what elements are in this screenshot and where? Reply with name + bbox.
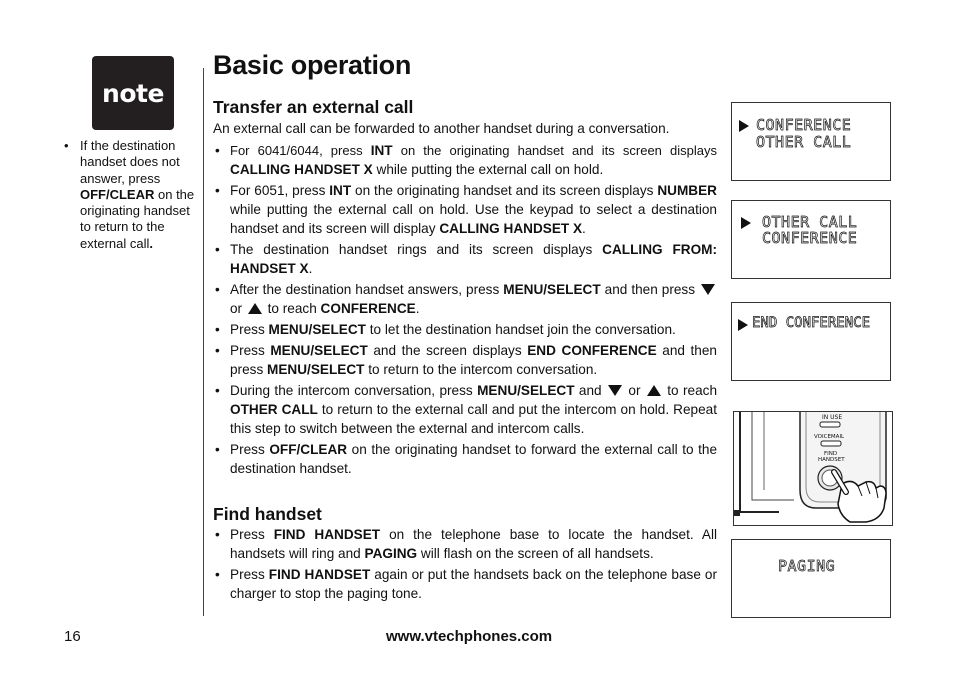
note-badge-label: note xyxy=(102,78,164,108)
note-badge xyxy=(92,56,174,130)
find-step-2: • Press FIND HANDSET again or put the handsets back on the telephone base or charger to stop the paging tone. xyxy=(213,565,717,603)
lcd-line-2: CONFERENCE xyxy=(762,229,858,247)
find-label-1: FIND xyxy=(824,451,838,457)
transfer-steps xyxy=(213,141,717,478)
down-arrow-icon xyxy=(608,385,622,396)
side-note-bullet: • xyxy=(64,138,69,153)
find-step-1: • Press FIND HANDSET on the telephone base to locate the handset. All handsets will ring and PAGING will flash on the screen of all handsets. xyxy=(213,525,717,563)
up-arrow-icon xyxy=(647,385,661,396)
down-arrow-icon xyxy=(701,284,715,295)
selector-arrow-icon xyxy=(739,120,749,132)
transfer-step-2: • For 6051, press INT on the originating handset and its screen displays NUMBER while putting the external call on hold. Use the keypad to select a destination handset and its screen will display CALLING HANDSET X. xyxy=(213,181,717,238)
transfer-heading: Transfer an external call xyxy=(213,97,414,117)
lcd-screen-other-call xyxy=(731,200,891,279)
lcd-line-2: OTHER CALL xyxy=(756,133,852,151)
transfer-step-5: • Press MENU/SELECT to let the destination handset join the conversation. xyxy=(213,320,717,339)
find-steps xyxy=(213,525,717,603)
transfer-step-3: • The destination handset rings and its screen displays CALLING FROM: HANDSET X. xyxy=(213,240,717,278)
transfer-step-6: • Press MENU/SELECT and the screen displays END CONFERENCE and then press MENU/SELECT to return to the intercom conversation. xyxy=(213,341,717,379)
page-number: 16 xyxy=(64,628,81,645)
transfer-step-8: • Press OFF/CLEAR on the originating handset to forward the external call to the destination handset. xyxy=(213,440,717,478)
lcd-screen-conference xyxy=(731,102,891,181)
find-label-2: HANDSET xyxy=(818,457,845,463)
footer-url: www.vtechphones.com xyxy=(386,628,553,645)
transfer-step-4: • After the destination handset answers, press MENU/SELECT and then press or to reach CONFERENCE. xyxy=(213,280,717,318)
voicemail-label: VOICEMAIL xyxy=(814,434,845,440)
phone-base-drawing xyxy=(734,412,893,526)
lcd-line-1: END CONFERENCE xyxy=(752,315,871,331)
find-heading: Find handset xyxy=(213,504,322,524)
lcd-line-1: OTHER CALL xyxy=(762,213,858,231)
page-title: Basic operation xyxy=(213,50,412,80)
lcd-line-1: PAGING xyxy=(778,557,836,575)
transfer-intro: An external call can be forwarded to another handset during a conversation. xyxy=(213,121,670,136)
selector-arrow-icon xyxy=(741,217,751,229)
vertical-divider xyxy=(203,68,204,616)
side-note xyxy=(64,138,196,252)
main-content xyxy=(213,97,717,605)
transfer-step-1: • For 6041/6044, press INT on the originating handset and its screen displays CALLING HANDSET X while putting the external call on hold. xyxy=(213,141,717,179)
selector-arrow-icon xyxy=(738,319,748,331)
side-note-text: If the destination handset does not answer, press OFF/CLEAR on the originating handset to return to the external call. xyxy=(80,138,195,251)
transfer-step-7: • During the intercom conversation, press MENU/SELECT and or to reach OTHER CALL to return to the external call and put the intercom on hold. Repeat this step to switch between the external and intercom calls. xyxy=(213,381,717,438)
lcd-screen-paging xyxy=(731,539,891,618)
up-arrow-icon xyxy=(248,303,262,314)
lcd-line-1: CONFERENCE xyxy=(756,116,852,134)
lcd-screen-end-conference xyxy=(731,302,891,381)
in-use-label: IN USE xyxy=(822,414,843,421)
telephone-base-illustration xyxy=(733,411,893,526)
